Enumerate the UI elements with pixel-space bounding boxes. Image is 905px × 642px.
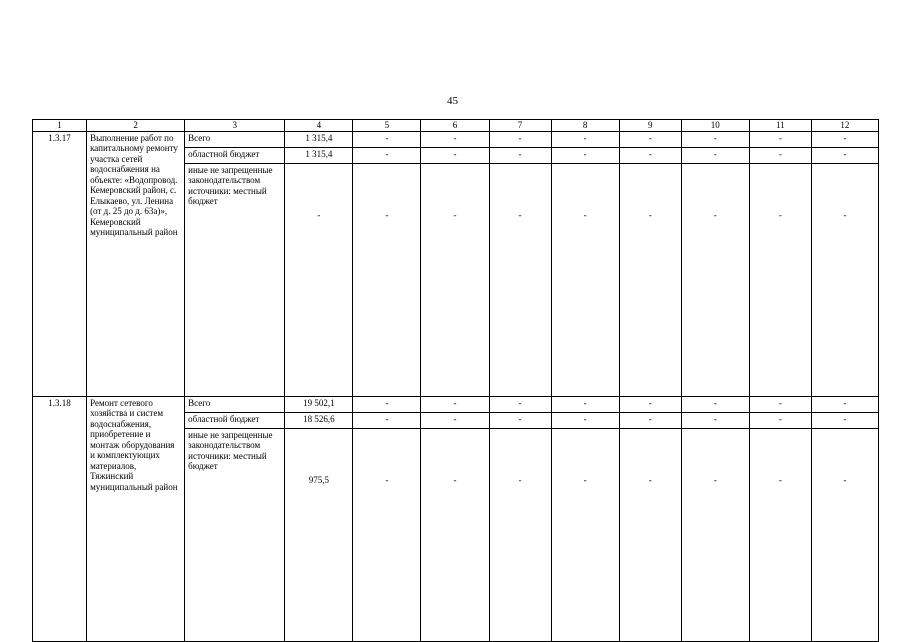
table-row xyxy=(33,131,879,147)
value-cell: - xyxy=(353,396,421,412)
value-cell: - xyxy=(551,412,619,428)
value-cell: - xyxy=(421,163,489,396)
header-cell: 8 xyxy=(551,120,619,132)
value-cell: - xyxy=(421,131,489,147)
value-cell: - xyxy=(749,412,811,428)
value-cell: - xyxy=(421,396,489,412)
source-label-cell: иные не запрещенные законодательством источники: местный бюджет xyxy=(185,163,285,396)
value-cell: 18 526,6 xyxy=(285,412,353,428)
value-cell: - xyxy=(681,396,749,412)
value-cell: - xyxy=(421,428,489,641)
value-cell: - xyxy=(681,131,749,147)
table-row xyxy=(33,396,879,412)
row-name-cell: Выполнение работ по капитальному ремонту участка сетей водоснабжения на объекте: «Водопровод. Кемеровский район, с. Елыкаево, ул. Ленина (от д. 25 до д. 63а)», Кемеровский муниципальный район xyxy=(87,131,185,396)
source-label-cell: областной бюджет xyxy=(185,147,285,163)
header-cell: 11 xyxy=(749,120,811,132)
row-code-cell: 1.3.18 xyxy=(33,396,87,641)
value-cell: - xyxy=(749,396,811,412)
value-cell: - xyxy=(421,147,489,163)
value-cell: - xyxy=(811,131,878,147)
value-cell: - xyxy=(619,428,681,641)
value-cell: - xyxy=(551,147,619,163)
value-cell: - xyxy=(811,428,878,641)
value-cell: - xyxy=(353,131,421,147)
value-cell: - xyxy=(551,428,619,641)
header-cell: 4 xyxy=(285,120,353,132)
value-cell: 1 315,4 xyxy=(285,131,353,147)
value-cell: - xyxy=(681,428,749,641)
value-cell: - xyxy=(551,396,619,412)
value-cell: - xyxy=(489,163,551,396)
source-label-cell: Всего xyxy=(185,131,285,147)
source-label-cell: областной бюджет xyxy=(185,412,285,428)
header-cell: 1 xyxy=(33,120,87,132)
page-number: 45 xyxy=(447,95,458,107)
value-cell: - xyxy=(353,147,421,163)
header-cell: 3 xyxy=(185,120,285,132)
header-cell: 12 xyxy=(811,120,878,132)
value-cell: - xyxy=(489,147,551,163)
value-cell: - xyxy=(619,163,681,396)
value-cell: - xyxy=(619,412,681,428)
value-cell: - xyxy=(749,428,811,641)
value-cell: - xyxy=(285,163,353,396)
value-cell: 1 315,4 xyxy=(285,147,353,163)
header-cell: 9 xyxy=(619,120,681,132)
value-cell: - xyxy=(489,396,551,412)
value-cell: - xyxy=(489,412,551,428)
source-label-cell: иные не запрещенные законодательством источники: местный бюджет xyxy=(185,428,285,641)
header-cell: 6 xyxy=(421,120,489,132)
value-cell: - xyxy=(749,147,811,163)
value-cell: - xyxy=(421,412,489,428)
value-cell: - xyxy=(551,131,619,147)
table-header-row xyxy=(33,120,879,132)
value-cell: - xyxy=(749,131,811,147)
value-cell: - xyxy=(353,163,421,396)
value-cell: - xyxy=(619,396,681,412)
header-cell: 7 xyxy=(489,120,551,132)
value-cell: - xyxy=(489,428,551,641)
row-code-cell: 1.3.17 xyxy=(33,131,87,396)
value-cell: - xyxy=(811,147,878,163)
value-cell: - xyxy=(811,412,878,428)
value-cell: - xyxy=(681,147,749,163)
value-cell: - xyxy=(619,131,681,147)
value-cell: - xyxy=(353,412,421,428)
source-label-cell: Всего xyxy=(185,396,285,412)
value-cell: 975,5 xyxy=(285,428,353,641)
budget-table xyxy=(32,119,879,642)
value-cell: - xyxy=(681,163,749,396)
value-cell: - xyxy=(551,163,619,396)
value-cell: - xyxy=(619,147,681,163)
value-cell: - xyxy=(353,428,421,641)
value-cell: - xyxy=(681,412,749,428)
header-cell: 5 xyxy=(353,120,421,132)
header-cell: 2 xyxy=(87,120,185,132)
row-name-cell: Ремонт сетевого хозяйства и систем водоснабжения, приобретение и монтаж оборудования и комплектующих материалов, Тяжинский муниципальный район xyxy=(87,396,185,641)
header-cell: 10 xyxy=(681,120,749,132)
value-cell: - xyxy=(811,396,878,412)
value-cell: - xyxy=(749,163,811,396)
value-cell: - xyxy=(811,163,878,396)
value-cell: - xyxy=(489,131,551,147)
value-cell: 19 502,1 xyxy=(285,396,353,412)
